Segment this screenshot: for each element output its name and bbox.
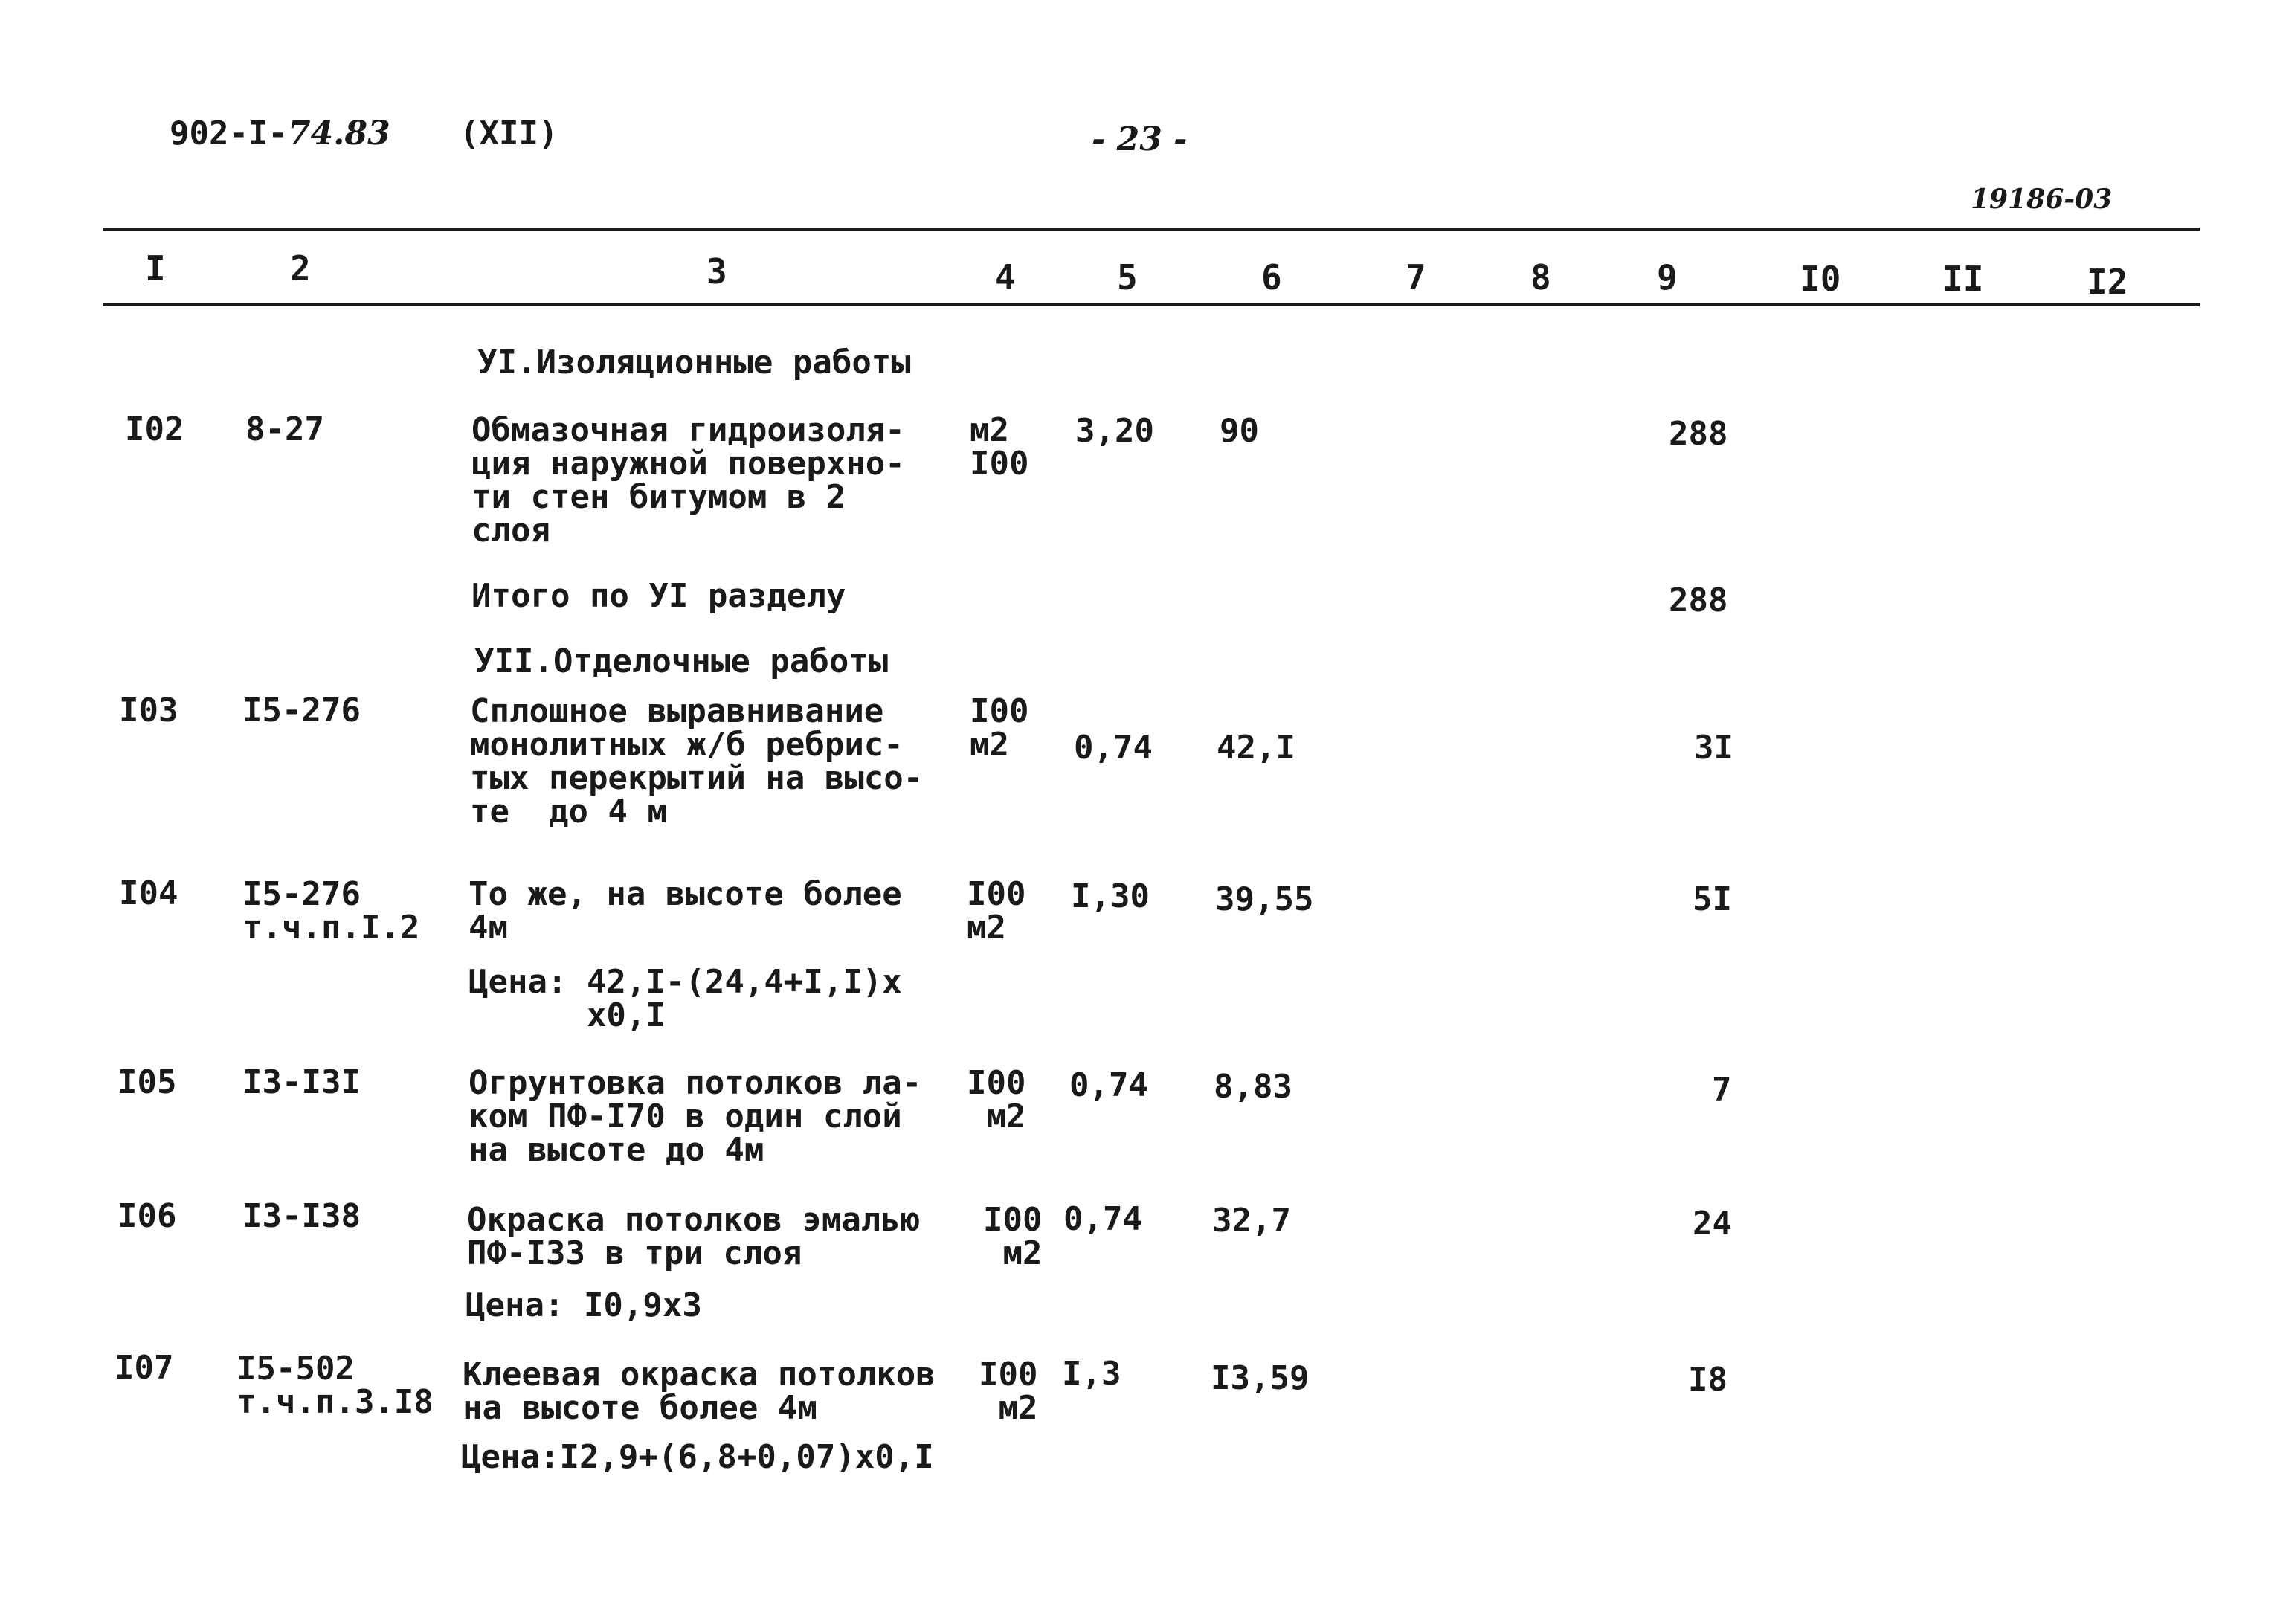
section-total-value: 288 [1669,581,1728,619]
column-header-2: 2 [290,248,311,289]
row-total: 3I [1694,729,1733,767]
row-code: I5-502 т.ч.п.3.I8 [236,1350,434,1421]
row-description: Сплошное выравнивание монолитных ж/б ребрис- тых перекрытий на высо- те до 4 м [470,692,924,831]
row-unit: I00 м2 [970,692,1029,764]
row-quantity: I,30 [1071,877,1150,915]
row-number: I05 [117,1063,177,1101]
row-total: 288 [1669,415,1728,453]
row-code: I5-276 т.ч.п.I.2 [242,875,420,947]
row-unit: I00 м2 [967,1064,1026,1135]
column-header-10: I0 [1800,259,1841,299]
row-code: 8-27 [245,410,324,448]
row-price-note: Цена:I2,9+(6,8+0,07)x0,I [461,1438,934,1476]
row-number: I04 [119,874,178,912]
row-number: I06 [117,1197,177,1235]
column-header-5: 5 [1117,257,1138,297]
volume-label: (XII) [460,115,558,152]
table-header-rule [103,303,2200,306]
stamp-number: 19186-03 [1971,184,2113,215]
document-code [170,117,390,150]
row-description: Обмазочная гидроизоля- ция наружной поверхно- ти стен битумом в 2 слоя [471,411,905,550]
row-total: I8 [1688,1361,1727,1399]
row-description: То же, на высоте более 4м [468,875,902,947]
section-total-label: Итого по УI разделу [471,577,846,615]
row-unit: I00 м2 [967,875,1026,947]
row-quantity: 3,20 [1075,412,1154,450]
row-price: 39,55 [1215,880,1314,918]
column-header-6: 6 [1261,257,1282,297]
row-unit: I00 м2 [979,1356,1038,1427]
row-code: I3-I38 [242,1197,361,1235]
row-description: Окраска потолков эмалью ПФ-I33 в три слоя [467,1201,921,1272]
column-header-4: 4 [995,257,1016,297]
row-price: 42,I [1217,729,1295,767]
row-price: 90 [1220,412,1259,450]
section-title: УII.Отделочные работы [474,642,889,680]
row-unit: I00 м2 [983,1201,1043,1272]
column-header-3: 3 [706,251,727,291]
row-total: 24 [1693,1205,1732,1243]
column-header-12: I2 [2087,262,2128,302]
row-quantity: 0,74 [1069,1066,1148,1104]
page-number: - 23 - [1092,120,1188,158]
row-price: 8,83 [1214,1068,1292,1106]
row-price: I3,59 [1211,1359,1310,1397]
document-code-printed: 902-I- [170,115,288,152]
column-header-7: 7 [1405,257,1426,297]
row-price-note: Цена: I0,9x3 [466,1286,702,1324]
row-unit: м2 I00 [970,411,1029,483]
row-code: I3-I3I [242,1063,361,1101]
row-quantity: 0,74 [1074,729,1153,767]
row-number: I02 [125,410,184,448]
row-price-note: Цена: 42,I-(24,4+I,I)x x0,I [468,963,902,1034]
row-number: I03 [119,692,178,729]
row-number: I07 [115,1349,174,1387]
row-total: 5I [1693,880,1732,918]
row-description: Огрунтовка потолков ла- ком ПФ-I70 в один слой на высоте до 4м [468,1064,922,1169]
row-code: I5-276 [242,692,361,729]
row-quantity: I,3 [1062,1355,1121,1393]
column-header-11: II [1942,259,1984,299]
document-code-handwritten: 74.83 [287,115,390,152]
column-header-8: 8 [1530,257,1551,297]
row-total: 7 [1712,1071,1732,1109]
row-quantity: 0,74 [1063,1200,1142,1238]
row-description: Клеевая окраска потолков на высоте более 4м [463,1356,936,1427]
row-price: 32,7 [1212,1202,1291,1240]
column-header-1: I [145,248,166,289]
column-header-9: 9 [1657,257,1678,297]
table-top-rule [103,228,2200,231]
section-title: УI.Изоляционные работы [477,344,911,381]
